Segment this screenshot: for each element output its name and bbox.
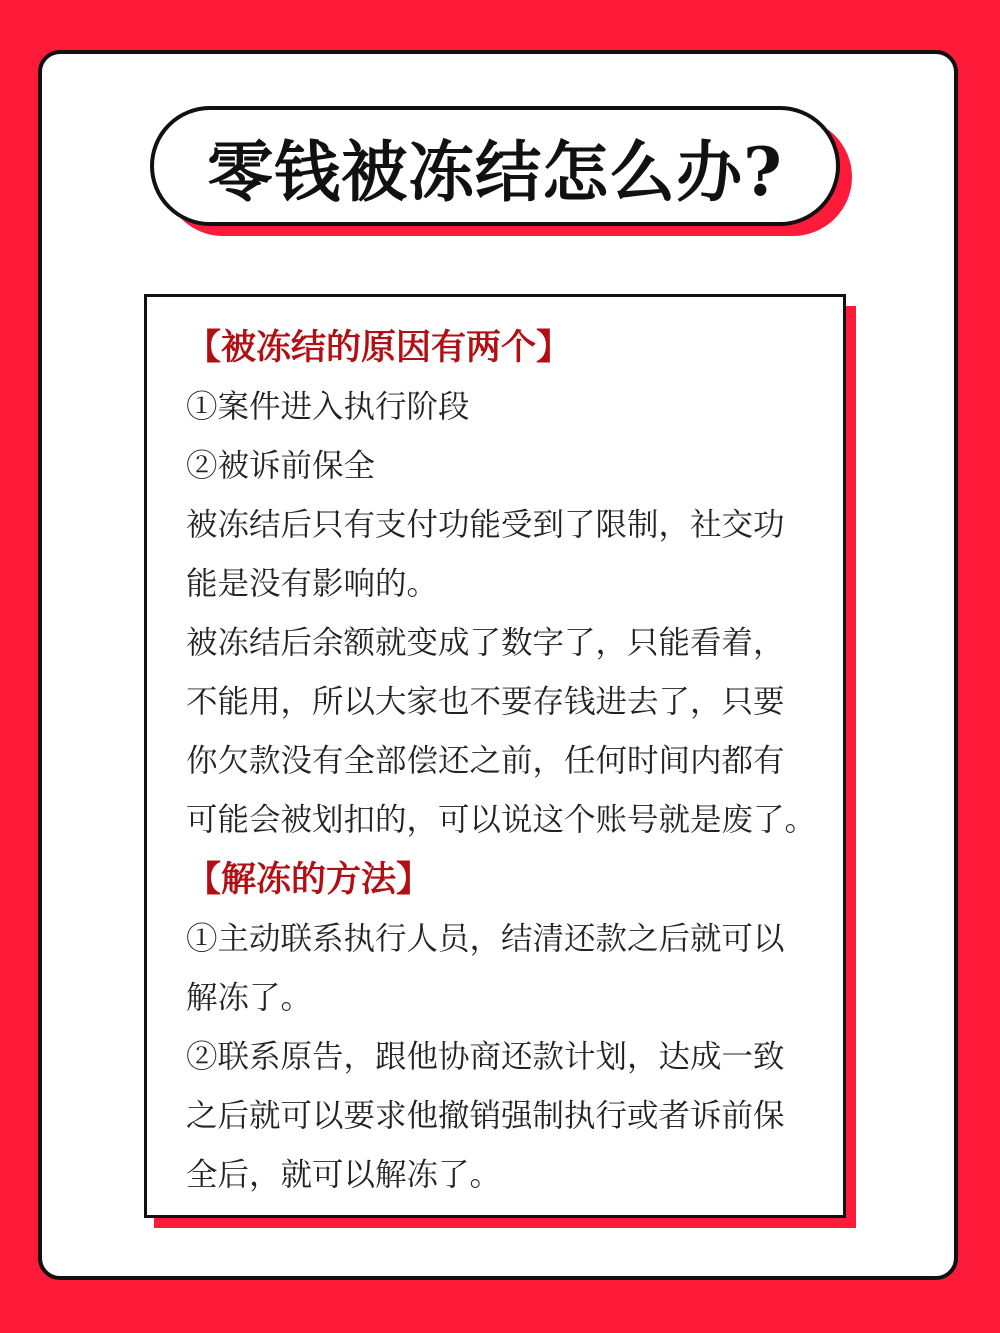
- section-heading-reasons: 【被冻结的原因有两个】: [186, 327, 572, 368]
- text-line: 被冻结后只有支付功能受到了限制，社交功: [186, 507, 785, 543]
- section-heading-unfreeze: 【解冻的方法】: [186, 859, 432, 900]
- text-line: 不能用，所以大家也不要存钱进去了，只要: [186, 684, 785, 720]
- text-line: 可能会被划扣的，可以说这个账号就是废了。: [186, 802, 817, 838]
- text-line: 全后，就可以解冻了。: [186, 1157, 502, 1193]
- text-line: ②被诉前保全: [186, 448, 376, 484]
- text-line: ①案件进入执行阶段: [186, 389, 470, 425]
- text-line: ①主动联系执行人员，结清还款之后就可以: [186, 921, 785, 957]
- text-line: 被冻结后余额就变成了数字了，只能看着，: [186, 625, 785, 661]
- text-line: 能是没有影响的。: [186, 566, 439, 602]
- page-title: 零钱被冻结怎么办?: [207, 132, 783, 211]
- title-banner: [150, 106, 840, 226]
- text-line: 之后就可以要求他撤销强制执行或者诉前保: [186, 1098, 785, 1134]
- article-body: [186, 318, 826, 1205]
- text-line: 解冻了。: [186, 980, 313, 1016]
- text-line: 你欠款没有全部偿还之前，任何时间内都有: [186, 743, 785, 779]
- text-line: ②联系原告，跟他协商还款计划，达成一致: [186, 1039, 785, 1075]
